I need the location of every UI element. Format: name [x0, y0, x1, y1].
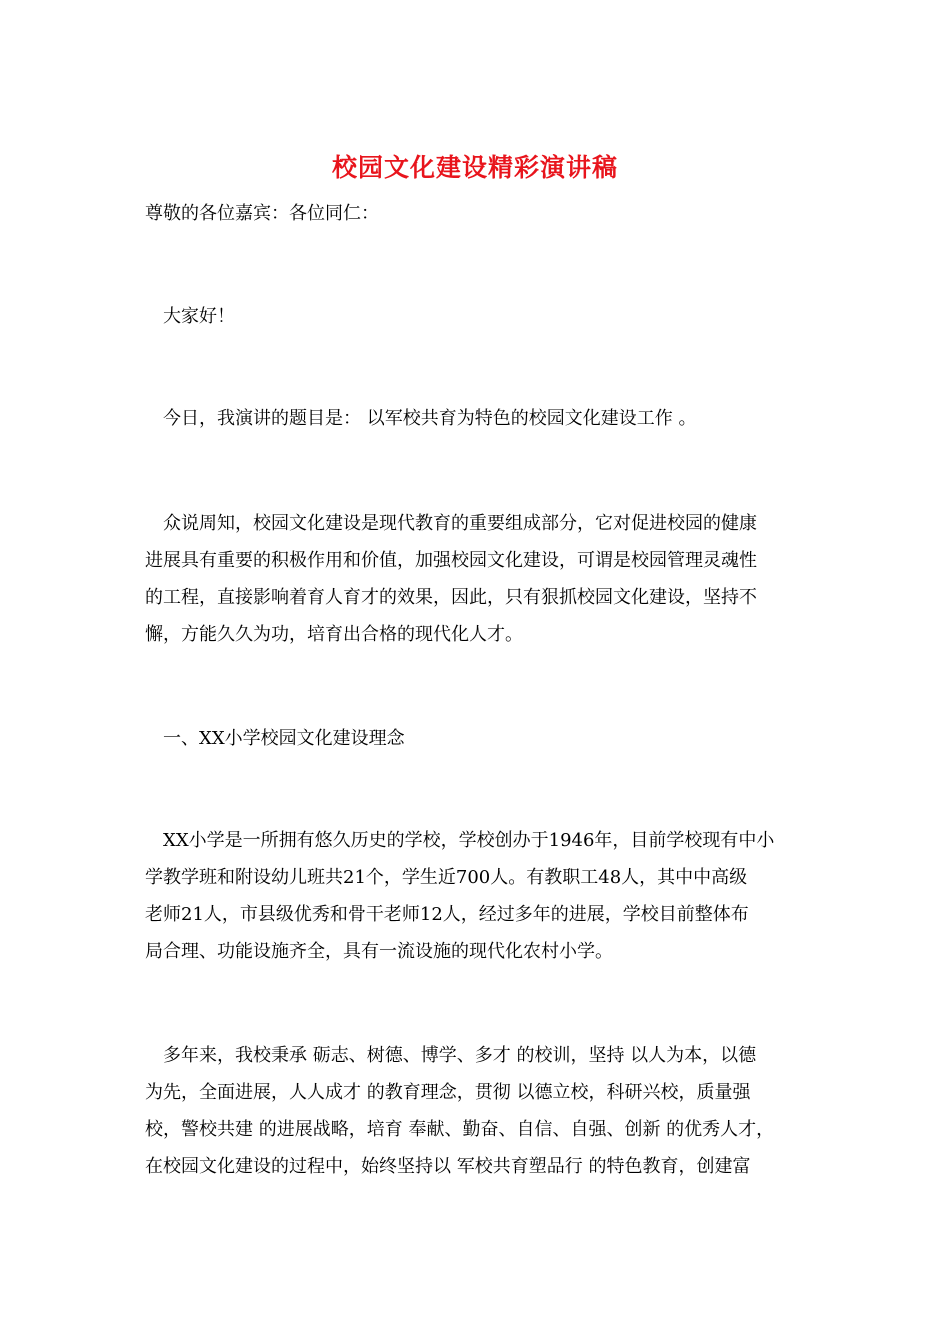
greeting-line: 尊敬的各位嘉宾：各位同仁：	[145, 203, 379, 224]
document-title: 校园文化建设精彩演讲稿	[331, 153, 618, 182]
section-heading	[145, 720, 825, 757]
paragraph-line: XX小学是一所拥有悠久历史的学校，学校创办于1946年，目前学校现有中小	[163, 830, 775, 851]
paragraph-line: 局合理、功能设施齐全，具有一流设施的现代化农村小学。	[145, 941, 613, 962]
paragraph-line: 校，警校共建 的进展战略，培育 奉献、勤奋、自信、自强、创新 的优秀人才，	[145, 1119, 775, 1140]
paragraph-line: 进展具有重要的积极作用和价值，加强校园文化建设，可谓是校园管理灵魂性	[145, 550, 757, 571]
greeting	[145, 195, 825, 232]
section-heading-line: 一、XX小学校园文化建设理念	[163, 728, 405, 749]
paragraph-line: 大家好！	[163, 306, 235, 327]
paragraph-line: 为先，全面进展，人人成才 的教育理念，贯彻 以德立校，科研兴校，质量强	[145, 1082, 751, 1103]
paragraph-intro	[145, 505, 825, 653]
paragraph-school-profile	[145, 822, 825, 970]
paragraph-topic	[145, 400, 825, 437]
paragraph-line: 今日，我演讲的题目是： 以军校共育为特色的校园文化建设工作 。	[163, 408, 697, 429]
paragraph-philosophy	[145, 1037, 825, 1185]
paragraph-line: 学教学班和附设幼儿班共21个，学生近700人。有教职工48人，其中中高级	[145, 867, 748, 888]
paragraph-hello	[145, 298, 825, 335]
paragraph-line: 老师21人，市县级优秀和骨干老师12人，经过多年的进展，学校目前整体布	[145, 904, 749, 925]
paragraph-line: 的工程，直接影响着育人育才的效果，因此，只有狠抓校园文化建设，坚持不	[145, 587, 757, 608]
paragraph-line: 众说周知，校园文化建设是现代教育的重要组成部分，它对促进校园的健康	[163, 513, 757, 534]
paragraph-line: 多年来，我校秉承 砺志、树德、博学、多才 的校训，坚持 以人为本，以德	[163, 1045, 757, 1066]
paragraph-line: 在校园文化建设的过程中，始终坚持以 军校共育塑品行 的特色教育，创建富	[145, 1156, 751, 1177]
paragraph-line: 懈，方能久久为功，培育出合格的现代化人才。	[145, 624, 523, 645]
